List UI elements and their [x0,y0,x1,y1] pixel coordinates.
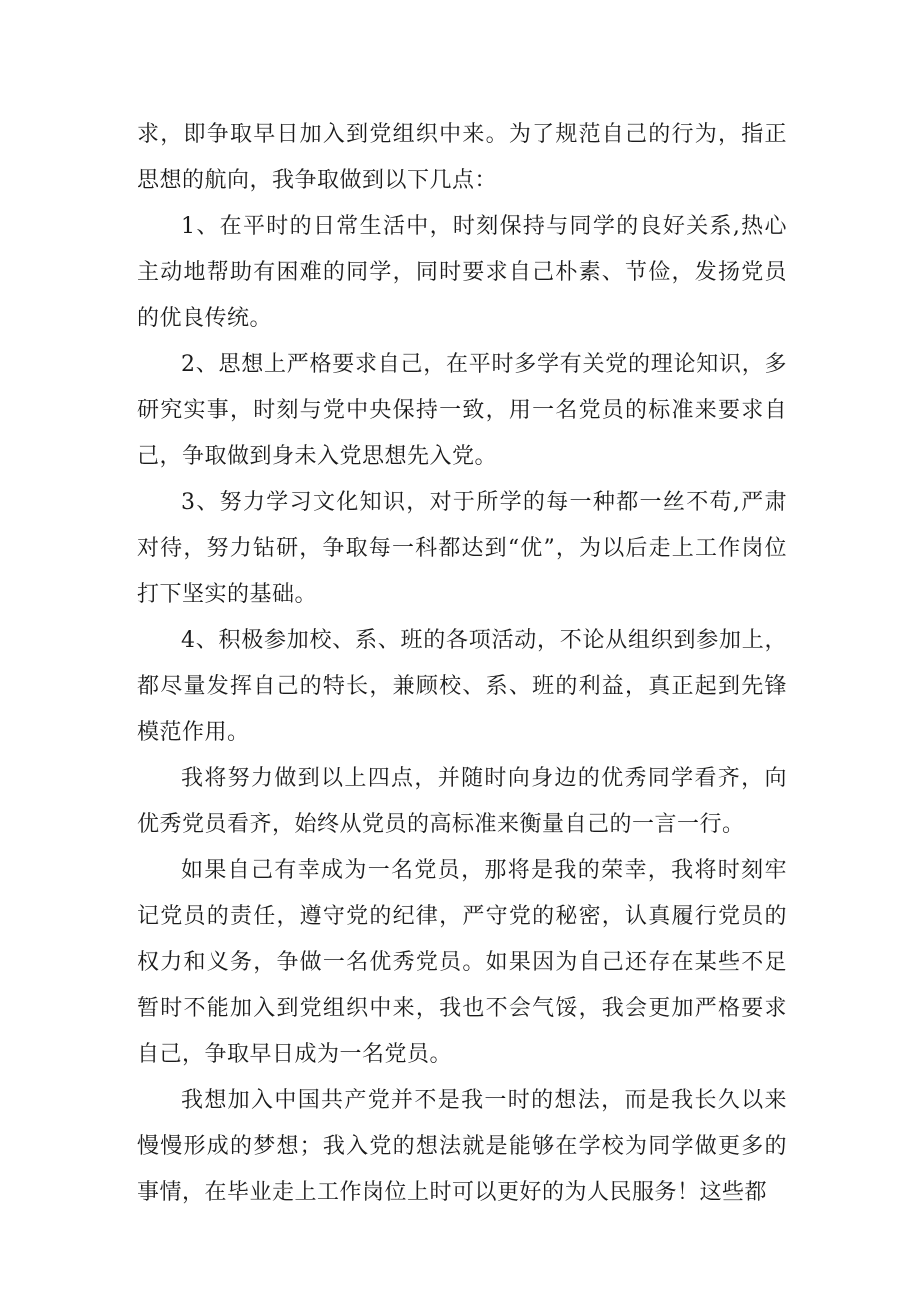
paragraph-point-1: 1、在平时的日常生活中，时刻保持与同学的良好关系,热心主动地帮助有困难的同学，同时要求自己朴素、节俭，发扬党员的优良传统。 [137,214,787,331]
paragraph-point-3: 3、努力学习文化知识，对于所学的每一种都一丝不苟,严肃对待，努力钻研，争取每一科都达到“优”，为以后走上工作岗位打下坚实的基础。 [137,490,787,607]
paragraph-if-admitted: 如果自己有幸成为一名党员，那将是我的荣幸，我将时刻牢记党员的责任，遵守党的纪律，严守党的秘密，认真履行党员的权力和义务，争做一名优秀党员。如果因为自己还存在某些不足暂时不能加入到党组织中来，我也不会气馁，我会更加严格要求自己，争取早日成为一名党员。 [137,858,787,1067]
paragraph-point-4: 4、积极参加校、系、班的各项活动，不论从组织到参加上，都尽量发挥自己的特长，兼顾校、系、班的利益，真正起到先锋模范作用。 [137,628,787,745]
document-body [137,112,787,1216]
paragraph-motivation: 我想加入中国共产党并不是我一时的想法，而是我长久以来慢慢形成的梦想；我入党的想法就是能够在学校为同学做更多的事情，在毕业走上工作岗位上时可以更好的为人民服务！这些都 [137,1088,787,1205]
paragraph-continuation: 求，即争取早日加入到党组织中来。为了规范自己的行为，指正思想的航向，我争取做到以下几点： [137,122,787,193]
paragraph-commitment: 我将努力做到以上四点，并随时向身边的优秀同学看齐，向优秀党员看齐，始终从党员的高标准来衡量自己的一言一行。 [137,766,787,837]
paragraph-point-2: 2、思想上严格要求自己，在平时多学有关党的理论知识，多研究实事，时刻与党中央保持一致，用一名党员的标准来要求自己，争取做到身未入党思想先入党。 [137,352,787,469]
